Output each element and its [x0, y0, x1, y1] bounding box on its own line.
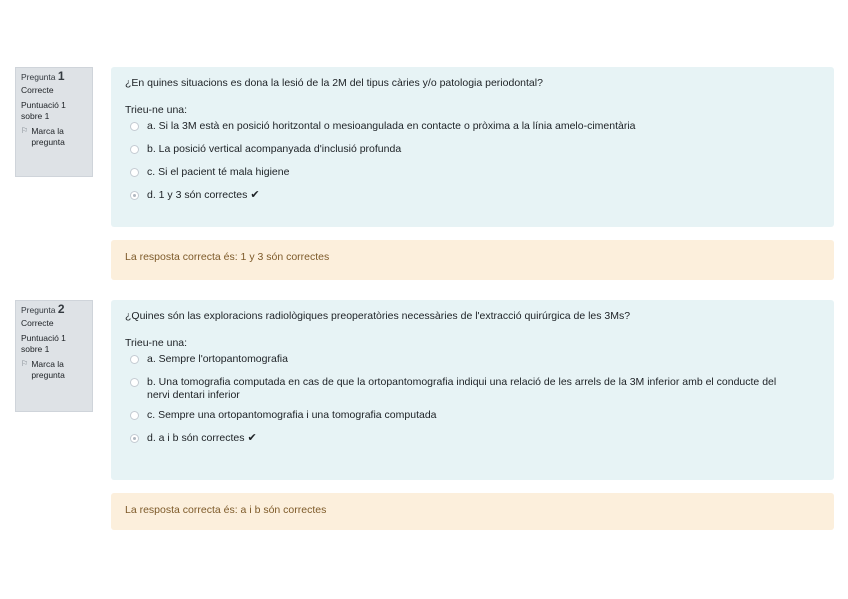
answer-option-d[interactable] — [125, 432, 820, 455]
radio-button[interactable] — [130, 355, 139, 364]
answer-option-d[interactable] — [125, 189, 820, 212]
flag-question-label: Marca la pregunta — [31, 126, 65, 147]
answer-prompt: Trieu-ne una: — [125, 104, 188, 116]
answer-option-label: c. Sempre una ortopantomografia i una tomografia computada — [147, 409, 437, 421]
answer-options — [125, 120, 820, 212]
answer-option-label: a. Si la 3M està en posició horitzontal o mesioangulada en contacte o pròxima a la línia amelo-cimentària — [147, 120, 636, 132]
check-icon: ✔ — [250, 189, 260, 201]
answer-option-label: a. Sempre l'ortopantomografia — [147, 353, 288, 365]
radio-button-selected[interactable] — [130, 434, 139, 443]
radio-button[interactable] — [130, 145, 139, 154]
check-icon: ✔ — [247, 432, 257, 444]
question-grade: Puntuació 1 sobre 1 — [21, 100, 66, 121]
question-info — [15, 300, 93, 412]
radio-button[interactable] — [130, 378, 139, 387]
question-info — [15, 67, 93, 177]
question-grade: Puntuació 1 sobre 1 — [21, 333, 66, 354]
answer-option-label: b. La posició vertical acompanyada d'inclusió profunda — [147, 143, 402, 155]
question-label: Pregunta — [21, 72, 56, 82]
question-label: Pregunta — [21, 305, 56, 315]
radio-button[interactable] — [130, 122, 139, 131]
answer-prompt: Trieu-ne una: — [125, 337, 188, 349]
question-number — [21, 304, 87, 316]
answer-options — [125, 353, 820, 455]
question-number-value: 2 — [57, 302, 65, 316]
radio-button-selected[interactable] — [130, 191, 139, 200]
correct-answer-feedback: La resposta correcta és: a i b són correctes — [111, 493, 834, 530]
question-state: Correcte — [21, 85, 54, 95]
question-state: Correcte — [21, 318, 54, 328]
answer-option-label: c. Si el pacient té mala higiene — [147, 166, 290, 178]
answer-option-b[interactable] — [125, 376, 820, 409]
question-formulation — [111, 67, 834, 227]
flag-question-link[interactable] — [21, 359, 87, 381]
flag-outline-icon: ⚐ — [21, 126, 29, 135]
question-text: ¿Quines són las exploracions radiològiques preoperatòries necessàries de l'extracció quirúrgica de les 3Ms? — [125, 310, 631, 322]
radio-button[interactable] — [130, 411, 139, 420]
flag-outline-icon: ⚐ — [21, 359, 29, 368]
answer-option-c[interactable] — [125, 409, 820, 432]
question-text: ¿En quines situacions es dona la lesió de la 2M del tipus càries y/o patologia periodontal? — [125, 77, 543, 89]
answer-option-a[interactable] — [125, 120, 820, 143]
radio-button[interactable] — [130, 168, 139, 177]
answer-option-label: d. a i b són correctes — [147, 432, 245, 444]
answer-option-b[interactable] — [125, 143, 820, 166]
question-number-value: 1 — [57, 69, 65, 83]
answer-option-label: d. 1 y 3 són correctes — [147, 189, 248, 201]
answer-option-a[interactable] — [125, 353, 820, 376]
question-number — [21, 71, 87, 83]
flag-question-link[interactable] — [21, 126, 87, 148]
flag-question-label: Marca la pregunta — [31, 359, 65, 380]
correct-answer-feedback: La resposta correcta és: 1 y 3 són correctes — [111, 240, 834, 280]
answer-option-c[interactable] — [125, 166, 820, 189]
question-formulation — [111, 300, 834, 480]
answer-option-label: b. Una tomografia computada en cas de que la ortopantomografia indiqui una relació de les arrels de la 3M inferior amb el conducte del nervi dentari inferior — [147, 376, 777, 401]
